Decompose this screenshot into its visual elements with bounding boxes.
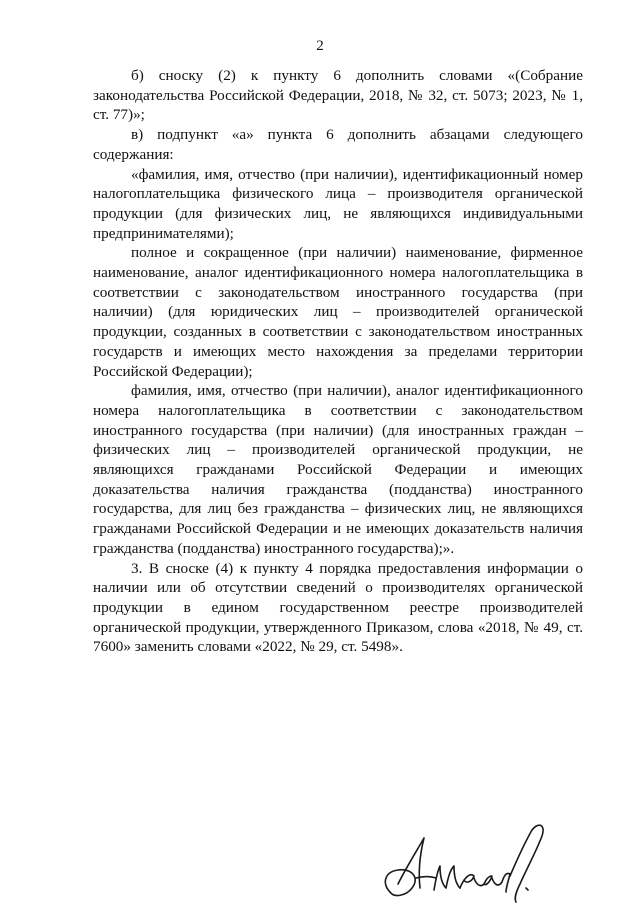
paragraph-item-3: 3. В сноске (4) к пункту 4 порядка предоставления информации о наличии или об отсутствии сведений о производителях органической продукции в едином государственном реестре производителей органической продукции, утвержденного Приказом, слова «2018, № 49, ст. 7600» заменить словами «2022, № 29, ст. 5498». [93,559,583,656]
page-number: 2 [316,38,324,54]
paragraph-foreign-citizens: фамилия, имя, отчество (при наличии), аналог идентификационного номера налогоплательщика в соответствии с законодательством иностранного государства (при наличии) (для иностранных граждан – физических лиц – производителей органической продукции, не являющихся гражданами Российской Федерации и имеющих доказательства наличия гражданства (подданства) иностранного государства, для лиц без гражданства – физических лиц, не являющихся гражданами Российской Федерации и не имеющих доказательств наличия гражданства (подданства) иностранного государства);». [93,382,583,557]
handwritten-signature-icon [376,818,556,908]
document-body [93,66,583,657]
paragraph-legal-entities: полное и сокращенное (при наличии) наименование, фирменное наименование, аналог идентификационного номера налогоплательщика в соответствии с законодательством иностранного государства (при наличии) (для юридических лиц – производителей органической продукции, созданных в соответствии с законодательством иностранных государств и имеющих место нахождения за пределами территории Российской Федерации); [93,244,583,380]
paragraph-subitem-a-intro: в) подпункт «а» пункта 6 дополнить абзацами следующего содержания: [93,126,583,163]
paragraph-footnote-2: б) сноску (2) к пункту 6 дополнить словами «(Собрание законодательства Российской Федерации, 2018, № 32, ст. 5073; 2023, № 1, ст. 77)»; [93,67,583,124]
paragraph-individuals: «фамилия, имя, отчество (при наличии), идентификационный номер налогоплательщика физического лица – производителя органической продукции (для физических лиц, не являющихся индивидуальными предпринимателями); [93,165,583,242]
